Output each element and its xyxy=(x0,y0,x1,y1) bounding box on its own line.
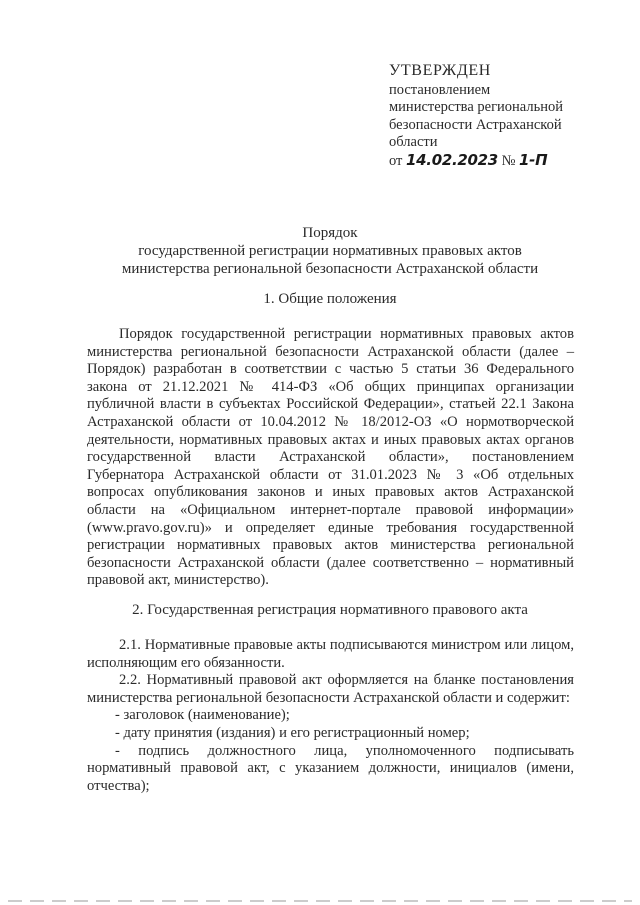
approval-line: безопасности Астраханской xyxy=(389,116,562,133)
section-heading: 2. Государственная регистрация нормативного правового акта xyxy=(132,602,528,618)
number-prefix: № xyxy=(501,152,516,169)
title-line: министерства региональной безопасности Астраханской области xyxy=(121,261,539,277)
section1-body xyxy=(87,326,574,590)
list-item: - дату принятия (издания) и его регистрационный номер; xyxy=(115,724,470,741)
paragraph: Порядок государственной регистрации нормативных правовых актов министерства региональной безопасности Астраханской области (далее – Порядок) разработан в соответствии с частью 5 статьи 36 Федерального закона от 21.12.2021 № 414-ФЗ «Об общих принципах организации публичной власти в субъектах Российской Федерации», статьей 22.1 Закона Астраханской области от 10.04.2012 № 18/2012-ОЗ «О нормотворческой деятельности, нормативных правовых актах и иных правовых актах органов государственной власти Астраханской области», постановлением Губернатора Астраханской области от 31.01.2023 № 3 «Об отдельных вопросах опубликования законов и иных правовых актов Астраханской области на «Официальном интернет-портале правовой информации» (www.pravo.gov.ru)» и определяет единые требования государственной регистрации нормативных правовых актов министерства региональной безопасности Астраханской области (далее соответственно – нормативный правовой акт, министерство). xyxy=(87,326,574,589)
approval-line: области xyxy=(389,134,438,150)
handwritten-date: 14.02.2023 xyxy=(406,150,498,169)
section-heading: 1. Общие положения xyxy=(263,291,397,307)
scan-edge xyxy=(8,900,632,902)
title-line: Порядок xyxy=(302,225,358,241)
approval-line: постановлением xyxy=(389,81,491,98)
section2-body xyxy=(87,637,574,795)
handwritten-number: 1-П xyxy=(519,150,548,169)
approval-date-row xyxy=(389,152,589,171)
approval-title: УТВЕРЖДЕН xyxy=(389,62,491,79)
document-title xyxy=(80,224,580,278)
list-item: - заголовок (наименование); xyxy=(115,707,290,724)
title-line: государственной регистрации нормативных правовых актов xyxy=(138,243,522,259)
approval-stamp xyxy=(389,62,589,170)
paragraph: 2.2. Нормативный правовой акт оформляется на бланке постановления министерства региональной безопасности Астраханской области и содержит: xyxy=(87,672,574,706)
date-prefix: от xyxy=(389,152,403,169)
list-item: - подпись должностного лица, уполномоченного подписывать нормативный правовой акт, с указанием должности, инициалов (имени, отчества); xyxy=(87,742,574,794)
approval-line: министерства региональной xyxy=(389,99,563,115)
paragraph: 2.1. Нормативные правовые акты подписываются министром или лицом, исполняющим его обязанности. xyxy=(87,637,574,671)
